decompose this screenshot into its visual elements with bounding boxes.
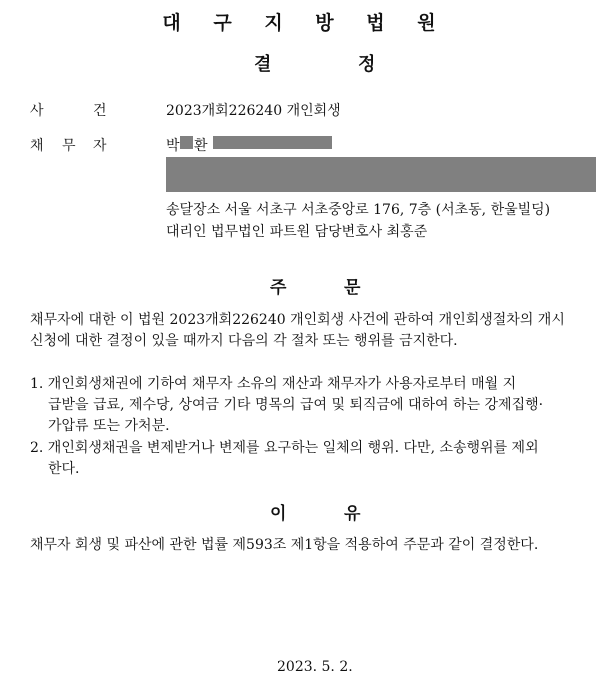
order-title-left: 주 [270,278,287,298]
order-item2-line1: 2. 개인회생채권을 변제받거나 변제를 요구하는 일체의 행위. 다만, 소송행위를 제외 [30,440,539,456]
service-address: 송달장소 서울 서초구 서초중앙로 176, 7층 (서초동, 한울빌딩) [166,202,551,218]
debtor-label-3: 자 [93,138,107,154]
case-number: 2023개회226240 개인회생 [166,103,341,119]
redaction-id [213,136,332,149]
order-item2-line2: 한다. [48,461,80,477]
legal-agent: 대리인 법무법인 파트원 담당변호사 최홍준 [166,224,428,240]
court-name: 대 구 지 방 법 원 [162,12,449,34]
order-item1-line1: 1. 개인회생채권에 기하여 채무자 소유의 재산과 채무자가 사용자로부터 매월 지 [30,376,517,392]
reason-title-left: 이 [270,504,287,524]
redaction-name [180,136,193,149]
decision-date: 2023. 5. 2. [277,659,353,675]
order-intro-line2: 신청에 대한 결정이 있을 때까지 다음의 각 절차 또는 행위를 금지한다. [30,333,458,349]
order-item1-line3: 가압류 또는 가처분. [48,418,170,434]
document-type-right: 정 [358,54,376,75]
order-intro-line1: 채무자에 대한 이 법원 2023개회226240 개인회생 사건에 관하여 개인회생절차의 개시 [30,312,565,328]
debtor-name-second: 환 [194,138,208,154]
debtor-label-1: 채 [30,138,44,154]
debtor-name-first: 박 [166,138,180,154]
document-type-left: 결 [254,54,272,75]
case-label-1: 사 [30,103,44,119]
reason-title-right: 유 [344,504,361,524]
redaction-address [166,157,596,192]
reason-text: 채무자 회생 및 파산에 관한 법률 제593조 제1항을 적용하여 주문과 같이 결정한다. [30,537,539,553]
order-title-right: 문 [344,278,361,298]
order-item1-line2: 급받을 급료, 제수당, 상여금 기타 명목의 급여 및 퇴직금에 대하여 하는 강제집행· [48,397,544,413]
debtor-label-2: 무 [62,138,76,154]
case-label-2: 건 [93,103,107,119]
